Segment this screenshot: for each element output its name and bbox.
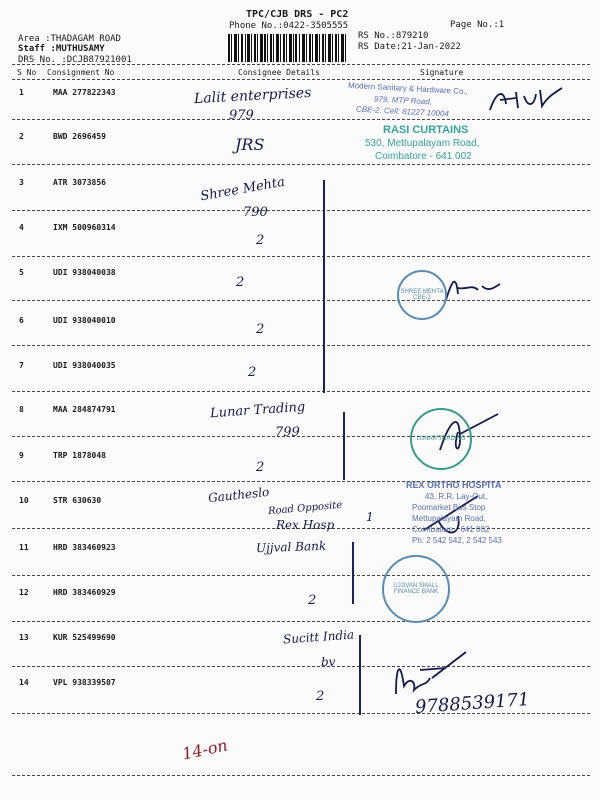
rs-date: RS Date:21-Jan-2022 [358, 42, 461, 52]
handwriting-row8-number: 799 [275, 425, 300, 440]
header-divider-bottom [12, 79, 590, 80]
col-sno: S No [17, 68, 37, 77]
signature-row13-icon [386, 648, 470, 698]
row-sno: 5 [19, 268, 24, 277]
col-consignment: Consignment No [47, 68, 115, 77]
page-number: Page No.:1 [450, 20, 505, 30]
handwritten-phone: 9788539171 [414, 689, 531, 718]
row-divider [12, 300, 590, 301]
bracket-line-2 [343, 412, 345, 480]
row-divider [12, 666, 590, 667]
handwriting-row7: 2 [248, 365, 257, 380]
row-sno: 2 [19, 132, 24, 141]
handwriting-row10-a: Gautheslo [207, 484, 270, 506]
row-consignment-no: IXM 500960314 [53, 223, 116, 232]
row-divider [12, 210, 590, 211]
handwriting-row2: JRS [235, 135, 265, 154]
handwriting-row9: 2 [256, 460, 265, 475]
row-consignment-no: MAA 277822343 [53, 88, 116, 97]
signature-row1-icon [486, 82, 566, 118]
row-consignment-no: UDI 938040035 [53, 361, 116, 370]
row-divider [12, 164, 590, 165]
stamp-shree-round: SHREE MEHTA CBE-2 [397, 270, 447, 320]
row-sno: 6 [19, 316, 24, 325]
row-divider [12, 713, 590, 714]
stamp-rex-2: 43, R.R. Lay-Out, [425, 492, 488, 501]
bracket-line-1 [323, 180, 325, 393]
handwriting-row1-name: Lalit enterprises [193, 84, 312, 108]
stamp-rex-5: Coimbatore - 641 002 [412, 525, 490, 534]
stamp-bank-round: UJJIVAN SMALL FINANCE BANK [382, 555, 450, 623]
handwriting-row10-b: Road Opposite [267, 499, 343, 518]
handwriting-row3-name: Shree Mehta [199, 174, 287, 205]
row-consignment-no: ATR 3073856 [53, 178, 106, 187]
stamp-rex-6: Ph: 2 542 542, 2 542 543 [412, 536, 502, 545]
row-divider [12, 621, 590, 622]
stamp-lunar-round: LUNAR TRADING [410, 408, 472, 470]
barcode-icon [228, 34, 346, 62]
row-sno: 1 [19, 88, 24, 97]
area-label: Area :THADAGAM ROAD [18, 34, 121, 44]
row-sno: 8 [19, 405, 24, 414]
handwriting-row12: 2 [308, 593, 317, 608]
row-sno: 9 [19, 451, 24, 460]
row-divider [12, 775, 590, 776]
stamp-rasi-1: RASI CURTAINS [383, 124, 469, 136]
row-consignment-no: HRD 383460923 [53, 543, 116, 552]
stamp-rasi-3: Coimbatore - 641 002 [375, 151, 472, 162]
handwriting-row11: Ujjval Bank [255, 538, 327, 556]
stamp-rasi-2: 530, Mettupalayam Road, [365, 138, 480, 149]
row-divider [12, 391, 590, 392]
row-divider [12, 436, 590, 437]
row-sno: 3 [19, 178, 24, 187]
handwriting-row13-b: bv [321, 655, 336, 669]
bracket-line-4 [359, 635, 361, 715]
row-divider [12, 256, 590, 257]
row-sno: 11 [19, 543, 29, 552]
stamp-rex-3: Poomarket Bus Stop [412, 503, 486, 512]
handwriting-row13-a: Sucitt India [282, 627, 355, 647]
handwriting-row8-name: Lunar Trading [209, 399, 306, 422]
handwriting-row4: 2 [256, 233, 265, 248]
row-divider [12, 119, 590, 120]
phone-number: Phone No.:0422-3505555 [229, 21, 349, 31]
row-sno: 4 [19, 223, 24, 232]
row-divider [12, 481, 590, 482]
col-consignee: Consignee Details [238, 68, 320, 77]
signature-row5-icon [442, 270, 502, 306]
staff-label: Staff :MUTHUSAMY [18, 44, 105, 54]
row-consignment-no: HRD 383460929 [53, 588, 116, 597]
header-divider-top [12, 64, 590, 65]
drs-number: DRS No. :DCJB87921001 [18, 55, 132, 65]
row-consignment-no: STR 630630 [53, 496, 102, 505]
row-sno: 10 [19, 496, 29, 505]
handwritten-total: 14-on [180, 735, 230, 764]
handwriting-row5: 2 [236, 275, 245, 290]
row-consignment-no: KUR 525499690 [53, 633, 116, 642]
row-consignment-no: MAA 284874791 [53, 405, 116, 414]
row-sno: 12 [19, 588, 29, 597]
row-sno: 7 [19, 361, 24, 370]
row-sno: 13 [19, 633, 29, 642]
handwriting-row3-number: 790 [243, 205, 268, 220]
stamp-modern-1: Modern Sanitary & Hardware Co., [347, 80, 469, 97]
stamp-rex-1: REX ORTHO HOSPITA [406, 480, 502, 490]
col-signature: Signature [420, 68, 464, 77]
row-divider [12, 575, 590, 576]
handwriting-row14: 2 [316, 689, 325, 704]
rs-number: RS No.:879210 [358, 31, 429, 41]
row-consignment-no: UDI 938040038 [53, 268, 116, 277]
stamp-rex-4: Mettupalayam Road, [412, 514, 486, 523]
row-sno: 14 [19, 678, 29, 687]
row-consignment-no: UDI 938040010 [53, 316, 116, 325]
handwriting-row1-number: 979 [229, 108, 254, 123]
row-consignment-no: BWD 2696459 [53, 132, 106, 141]
stamp-modern-2: 979, MTP Road, [373, 94, 433, 107]
handwriting-row6: 2 [256, 322, 265, 337]
document-title: TPC/CJB DRS - PC2 [246, 9, 349, 20]
handwriting-row10-c: Rex Hosp [276, 518, 335, 532]
handwriting-row10-d: 1 [366, 510, 374, 524]
bracket-line-3 [352, 542, 354, 604]
stamp-modern-3: CBE-2. Cell: 81227 10004 [355, 104, 450, 119]
row-consignment-no: TRP 1878048 [53, 451, 106, 460]
row-divider [12, 345, 590, 346]
row-consignment-no: VPL 938339507 [53, 678, 116, 687]
